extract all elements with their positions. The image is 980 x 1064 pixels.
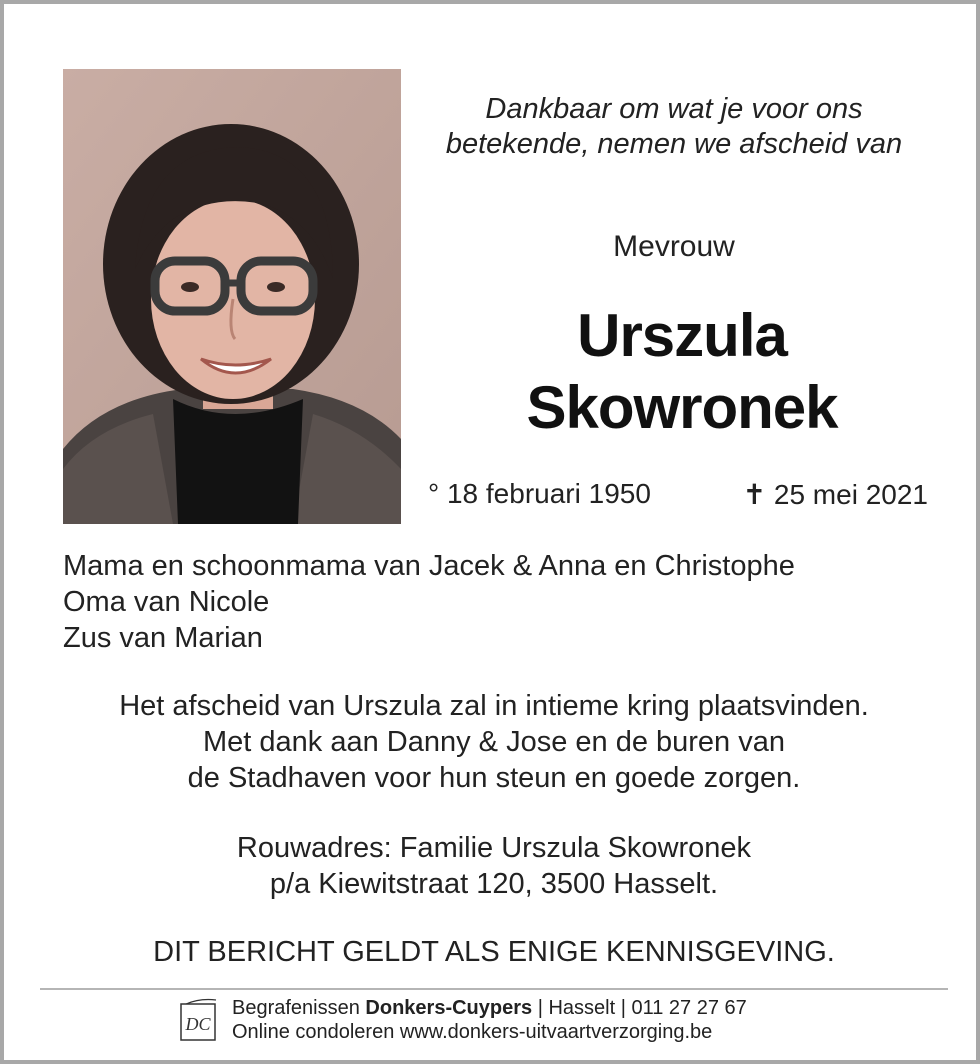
life-dates: [428, 478, 928, 511]
farewell-text: [44, 688, 944, 796]
farewell-line: Het afscheid van Urszula zal in intieme kring plaatsvinden.: [119, 690, 869, 722]
footer-text: [232, 996, 747, 1044]
death-date: ✝ 25 mei 2021: [742, 479, 928, 510]
last-name: Skowronek: [526, 374, 838, 441]
birth-date: ° 18 februari 1950: [428, 478, 651, 509]
footer: [180, 996, 747, 1044]
family-line: Oma van Nicole: [63, 586, 270, 618]
family-line: Mama en schoonmama van Jacek & Anna en Christophe: [63, 550, 795, 582]
company-name: Donkers-Cuypers: [365, 997, 533, 1019]
notice-text: DIT BERICHT GELDT ALS ENIGE KENNISGEVING.: [153, 936, 835, 968]
footer-prefix: Begrafenissen: [232, 997, 366, 1019]
intro-text: [414, 92, 934, 162]
first-name: Urszula: [577, 302, 787, 369]
footer-city: | Hasselt |: [532, 997, 632, 1019]
farewell-line: Met dank aan Danny & Jose en de buren van: [203, 726, 785, 758]
footer-phone[interactable]: 011 27 27 67: [631, 997, 747, 1019]
farewell-line: de Stadhaven voor hun steun en goede zorgen.: [187, 762, 801, 794]
footer-divider: [40, 988, 948, 990]
address-line: p/a Kiewitstraat 120, 3500 Hasselt.: [269, 868, 719, 900]
honorific: Mevrouw: [613, 230, 735, 263]
footer-online-link[interactable]: Online condoleren www.donkers-uitvaartverzorging.be: [232, 1021, 713, 1043]
logo-letters: DC: [185, 1014, 211, 1034]
deceased-name: [414, 300, 950, 444]
address-line: Rouwadres: Familie Urszula Skowronek: [236, 832, 752, 864]
family-list: [63, 548, 943, 656]
funeral-home-logo-icon: [180, 998, 218, 1042]
mourning-address: [44, 830, 944, 902]
footer-line-1: [232, 996, 747, 1020]
intro-line-2: betekende, nemen we afscheid van: [445, 128, 903, 160]
portrait-photo: [63, 69, 401, 524]
family-line: Zus van Marian: [63, 622, 263, 654]
intro-line-1: Dankbaar om wat je voor ons: [485, 93, 863, 125]
portrait-illustration: [63, 69, 401, 524]
